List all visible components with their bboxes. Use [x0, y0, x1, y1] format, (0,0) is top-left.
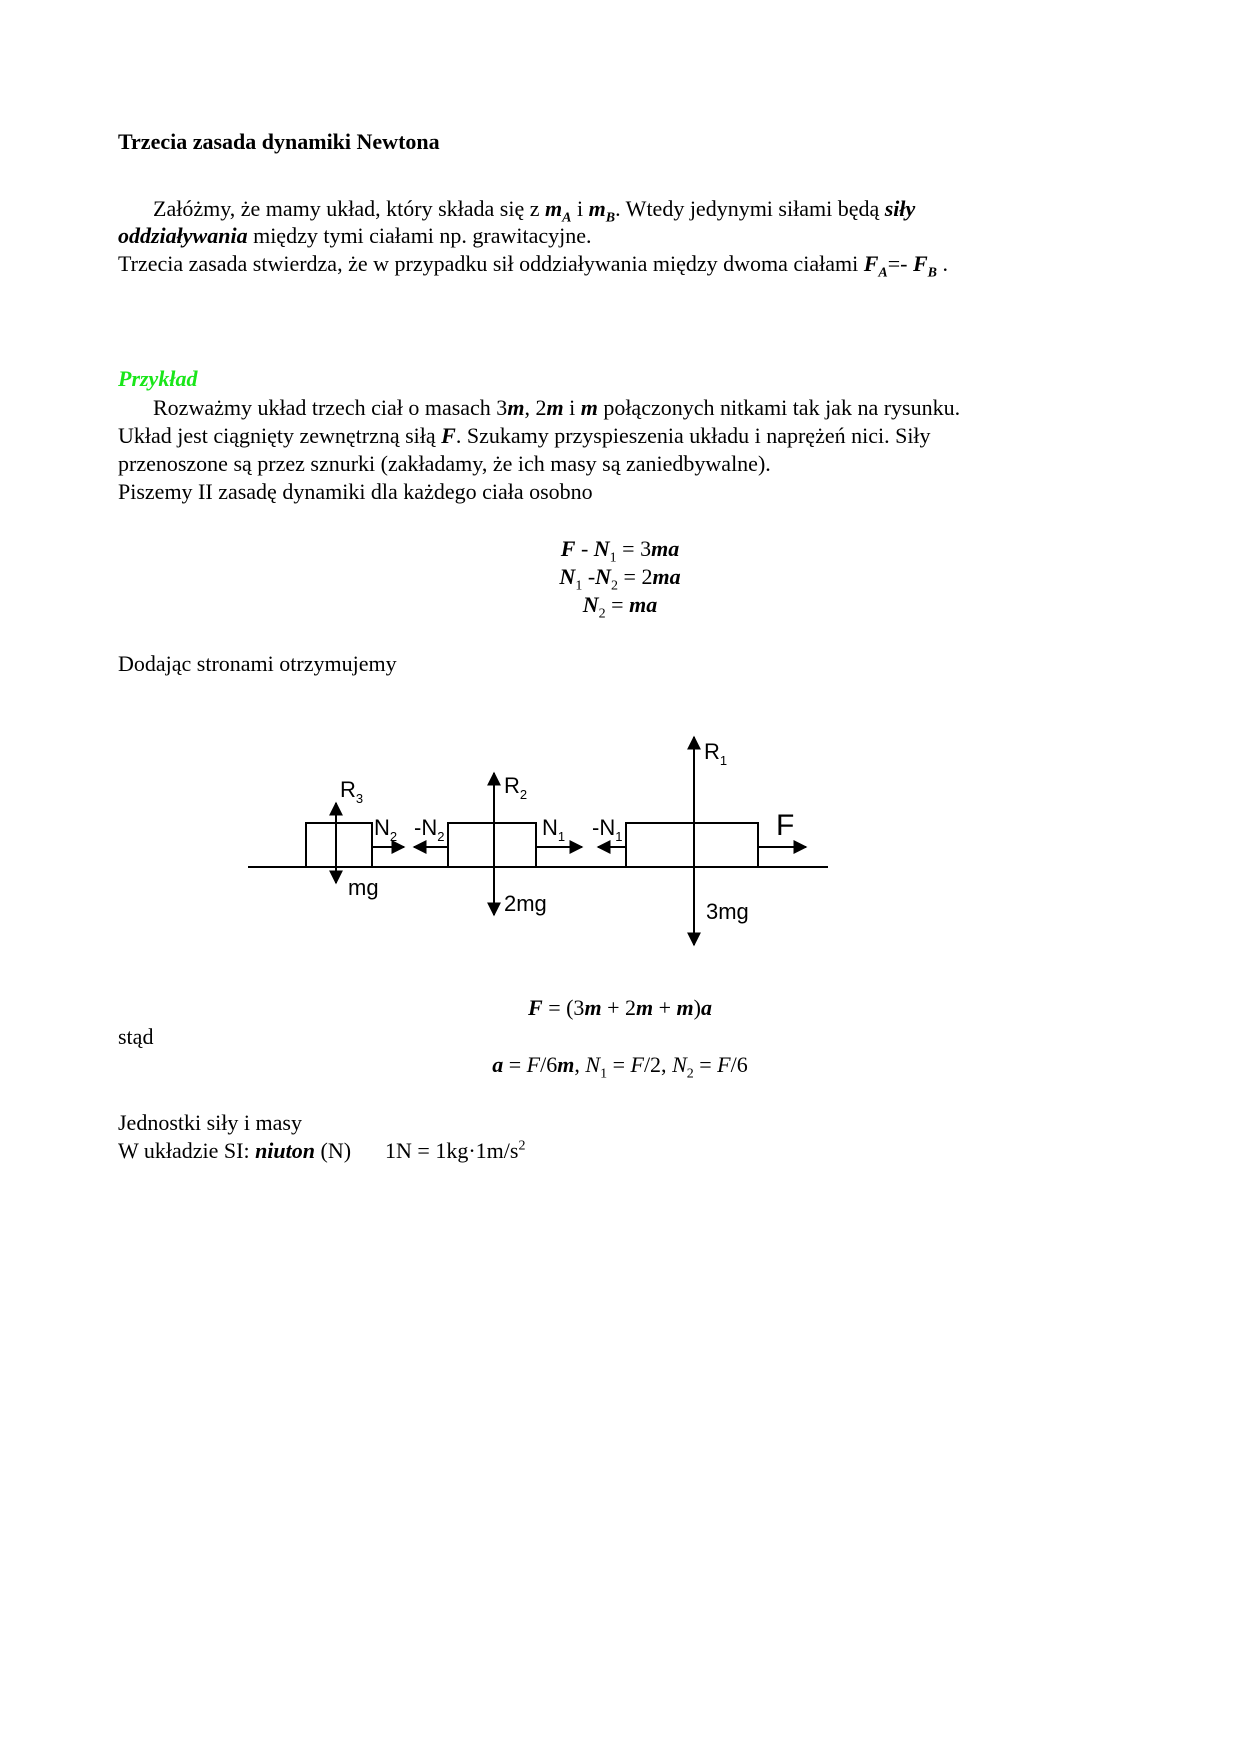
- label-N1: $N_1$: [542, 815, 566, 844]
- result-equation: a = F/6m, $N_1 = F/2$, $N_2 = F/6$: [492, 1052, 748, 1082]
- equation-3: $N_2$ = ma: [582, 592, 658, 622]
- example-heading: Przykład: [118, 366, 198, 391]
- label-N2: $N_2$: [374, 815, 398, 844]
- label-minus-N1: $-N_1$: [592, 815, 623, 844]
- intro-line-3: Trzecia zasada stwierdza, że w przypadku sił oddziaływania między dwoma ciałami $F_A=-$ $F_B$ .: [118, 251, 948, 281]
- label-2mg: 2mg: [504, 891, 547, 916]
- label-3mg: 3mg: [706, 899, 749, 924]
- block-2m: [448, 823, 536, 867]
- units-si-line: W układzie SI: niuton (N) $1N = 1kg\cdot 1m/s^2$: [118, 1138, 526, 1163]
- adding-text: Dodając stronami otrzymujemy: [118, 651, 397, 676]
- label-R1: $R_1$: [704, 739, 728, 768]
- example-line-2: Układ jest ciągnięty zewnętrzną siłą F. Szukamy przyspieszenia układu i naprężeń nici. Siły: [118, 423, 931, 448]
- force-diagram: [240, 735, 840, 950]
- label-mg: mg: [348, 875, 379, 900]
- stad-text: stąd: [118, 1024, 154, 1049]
- sum-equation: F = (3m + 2m + m)a: [528, 995, 712, 1020]
- label-minus-N2: $-N_2$: [414, 815, 445, 844]
- section-title: Trzecia zasada dynamiki Newtona: [118, 129, 440, 154]
- label-F: F: [776, 809, 795, 842]
- units-heading: Jednostki siły i masy: [118, 1110, 302, 1135]
- example-line-1: Rozważmy układ trzech ciał o masach 3m, 2m i m połączonych nitkami tak jak na rysunku.: [153, 395, 961, 420]
- intro-line-2: oddziaływania między tymi ciałami np. grawitacyjne.: [118, 223, 592, 248]
- label-R2: $R_2$: [504, 773, 528, 802]
- intro-line-1: Załóżmy, że mamy układ, który składa się z $m_A$ i $m_B$. Wtedy jedynymi siłami będą siły: [153, 196, 916, 226]
- equation-1: $F - N_1 = 3ma$: [560, 536, 680, 566]
- block-m: [306, 823, 372, 867]
- block-3m: [626, 823, 758, 867]
- label-R3: $R_3$: [340, 777, 364, 806]
- example-line-4: Piszemy II zasadę dynamiki dla każdego ciała osobno: [118, 479, 593, 504]
- example-line-3: przenoszone są przez sznurki (zakładamy, że ich masy są zaniedbywalne).: [118, 451, 771, 476]
- equation-2: $N_1$ $-N_2 = 2ma$: [559, 564, 681, 594]
